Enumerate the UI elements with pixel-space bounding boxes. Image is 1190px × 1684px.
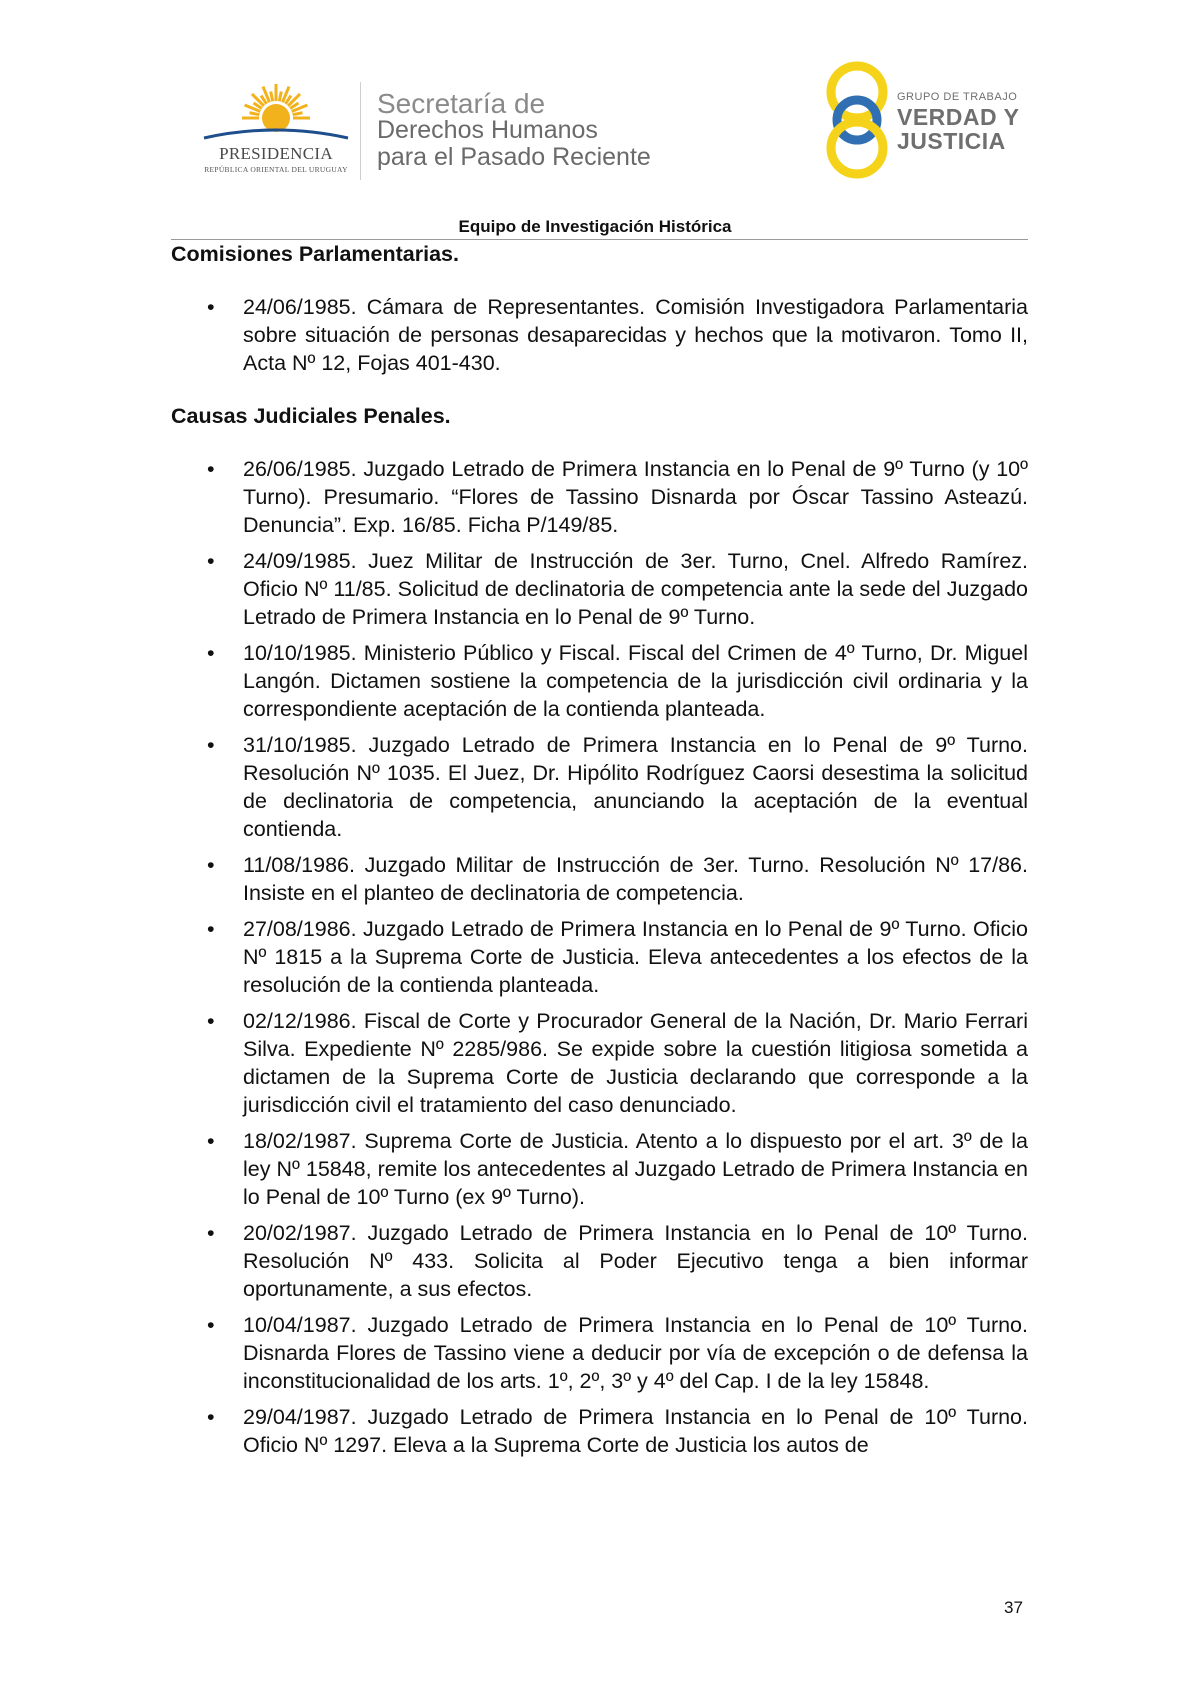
grupo-big-line-2: JUSTICIA <box>897 128 1006 154</box>
list-item: • 26/06/1985. Juzgado Letrado de Primera Instancia en lo Penal de 9º Turno (y 10º Turno). Presumario. “Flores de Tassino Disnarda por Óscar Tassino Asteazú. Denuncia”. Exp. 16/85. Ficha P/149/85. <box>207 457 1028 537</box>
list-item: • 29/04/1987. Juzgado Letrado de Primera Instancia en lo Penal de 10º Turno. Oficio Nº 1297. Eleva a la Suprema Corte de Justicia los autos de <box>207 1405 1028 1457</box>
secretaria-line-2: Derechos Humanos <box>377 116 598 144</box>
bullet-icon: • <box>207 1009 215 1033</box>
ring-bottom <box>831 122 883 174</box>
bullet-icon: • <box>207 641 215 665</box>
list-item: • 24/06/1985. Cámara de Representantes. Comisión Investigadora Parlamentaria sobre situación de personas desaparecidas y hechos que la motivaron. Tomo II, Acta Nº 12, Fojas 401-430. <box>207 295 1028 375</box>
list-item: • 20/02/1987. Juzgado Letrado de Primera Instancia en lo Penal de 10º Turno. Resolución Nº 433. Solicita al Poder Ejecutivo tenga a bien informar oportunamente, a sus efectos. <box>207 1221 1028 1301</box>
sun-ray <box>279 92 281 102</box>
bullet-icon: • <box>207 1221 215 1245</box>
sun-core <box>262 104 290 132</box>
bullet-icon: • <box>207 733 215 757</box>
list-item: • 18/02/1987. Suprema Corte de Justicia. Atento a lo dispuesto por el art. 3º de la ley Nº 15848, remite los antecedentes al Juzgado Letrado de Primera Instancia en lo Penal de 10º Turno (ex 9º Turno). <box>207 1129 1028 1209</box>
bullet-icon: • <box>207 457 215 481</box>
list-item: • 10/04/1987. Juzgado Letrado de Primera Instancia en lo Penal de 10º Turno. Disnarda Flores de Tassino viene a deducir por vía de excepción o de defensa la inconstitucionalidad de los arts. 1º, 2º, 3º y 4º del Cap. I de la ley 15848. <box>207 1313 1028 1393</box>
grupo-small-label: GRUPO DE TRABAJO <box>897 91 1018 103</box>
bullet-icon: • <box>207 853 215 877</box>
bullet-icon: • <box>207 549 215 573</box>
list-item: • 31/10/1985. Juzgado Letrado de Primera Instancia en lo Penal de 9º Turno. Resolución Nº 1035. El Juez, Dr. Hipólito Rodríguez Caorsi desestima la solicitud de declinatoria de competencia, anunciando la aceptación de la eventual contienda. <box>207 733 1028 841</box>
verdad-justicia-logo <box>822 58 1032 180</box>
section-list-comisiones <box>171 293 1028 377</box>
section-heading-causas: Causas Judiciales Penales. <box>171 404 451 428</box>
section-heading-comisiones: Comisiones Parlamentarias. <box>171 242 459 266</box>
sun-ray <box>250 113 260 115</box>
sun-ray <box>293 113 303 115</box>
bullet-icon: • <box>207 1129 215 1153</box>
bullet-icon: • <box>207 917 215 941</box>
list-item: • 02/12/1986. Fiscal de Corte y Procurador General de la Nación, Dr. Mario Ferrari Silva. Expediente Nº 2285/986. Se expide sobre la cuestión litigiosa sometida a dictamen de la Suprema Corte de Justicia declarando que corresponde a la jurisdicción civil el tratamiento del caso denunciado. <box>207 1009 1028 1117</box>
bullet-icon: • <box>207 1313 215 1337</box>
list-item: • 24/09/1985. Juez Militar de Instrucción de 3er. Turno, Cnel. Alfredo Ramírez. Oficio Nº 11/85. Solicitud de declinatoria de competencia ante la sede del Juzgado Letrado de Primera Instancia en lo Penal de 9º Turno. <box>207 549 1028 629</box>
sun-emblem-icon <box>196 80 356 146</box>
grupo-big-line-1: VERDAD Y <box>897 104 1020 130</box>
linked-rings-icon <box>822 58 892 180</box>
list-item: • 10/10/1985. Ministerio Público y Fiscal. Fiscal del Crimen de 4º Turno, Dr. Miguel Langón. Dictamen sostiene la competencia de la jurisdicción civil ordinaria y la correspondiente aceptación de la contienda planteada. <box>207 641 1028 721</box>
section-list-causas <box>171 455 1028 1459</box>
sun-ray <box>271 92 273 102</box>
bullet-icon: • <box>207 295 215 319</box>
secretaria-line-1: Secretaría de <box>377 88 546 119</box>
presidencia-logo <box>196 80 356 180</box>
secretaria-line-3: para el Pasado Reciente <box>377 143 651 171</box>
page-number: 37 <box>1004 1598 1023 1617</box>
header-divider <box>360 82 361 180</box>
document-body <box>171 240 1028 1459</box>
list-item: • 27/08/1986. Juzgado Letrado de Primera Instancia en lo Penal de 9º Turno. Oficio Nº 1815 a la Suprema Corte de Justicia. Eleva antecedentes a los efectos de la resolución de la contienda planteada. <box>207 917 1028 997</box>
horizon-wave <box>204 130 348 138</box>
bullet-icon: • <box>207 1405 215 1429</box>
list-item: • 11/08/1986. Juzgado Militar de Instrucción de 3er. Turno. Resolución Nº 17/86. Insiste en el planteo de declinatoria de competencia. <box>207 853 1028 905</box>
presidencia-name: PRESIDENCIA <box>219 144 333 163</box>
team-title: Equipo de Investigación Histórica <box>458 217 732 236</box>
presidencia-subtitle: REPÚBLICA ORIENTAL DEL URUGUAY <box>204 165 348 174</box>
secretaria-logo-text <box>377 90 651 171</box>
